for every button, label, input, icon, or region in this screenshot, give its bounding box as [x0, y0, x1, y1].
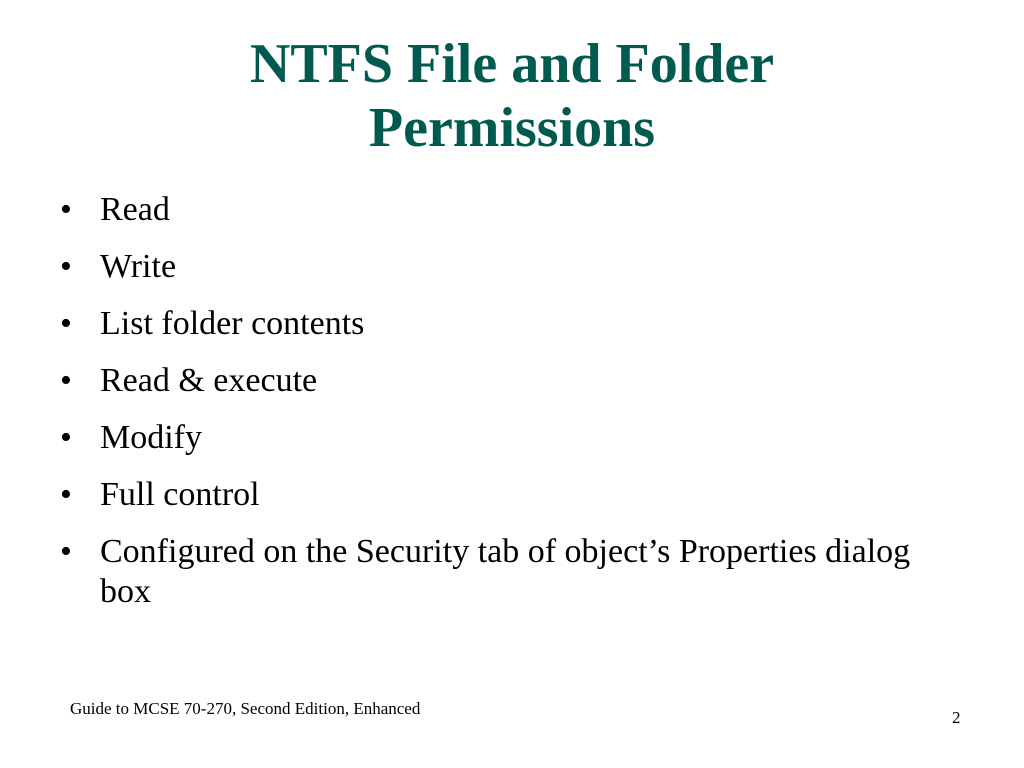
slide-title — [0, 32, 1024, 160]
bullet-icon: • — [60, 248, 72, 285]
bullet-item-modify — [60, 418, 960, 458]
bullet-icon: • — [60, 191, 72, 228]
bullet-text: Write — [100, 248, 177, 285]
page-number: 2 — [952, 708, 961, 727]
bullet-item-read-execute — [60, 361, 960, 401]
bullet-icon: • — [60, 362, 72, 399]
slide-title-line-1: NTFS File and Folder — [249, 33, 775, 95]
bullet-text: Read — [100, 191, 170, 228]
footer-text: Guide to MCSE 70-270, Second Edition, Enhanced — [70, 699, 421, 718]
bullet-item-read — [60, 190, 960, 230]
bullet-text: Read & execute — [100, 362, 318, 399]
bullet-icon: • — [60, 305, 72, 342]
bullet-text: Configured on the Security tab of object’s Properties dialog box — [100, 533, 911, 610]
bullet-item-list-folder-contents — [60, 304, 960, 344]
slide-title-line-2: Permissions — [368, 97, 656, 159]
bullet-item-write — [60, 247, 960, 287]
bullet-text: List folder contents — [100, 305, 365, 342]
bullet-icon: • — [60, 533, 72, 570]
bullet-text: Modify — [100, 419, 202, 456]
bullet-icon: • — [60, 476, 72, 513]
bullet-list — [60, 190, 960, 629]
bullet-text: Full control — [100, 476, 260, 513]
bullet-icon: • — [60, 419, 72, 456]
bullet-item-full-control — [60, 475, 960, 515]
bullet-item-configured-on-security-tab — [60, 532, 960, 612]
